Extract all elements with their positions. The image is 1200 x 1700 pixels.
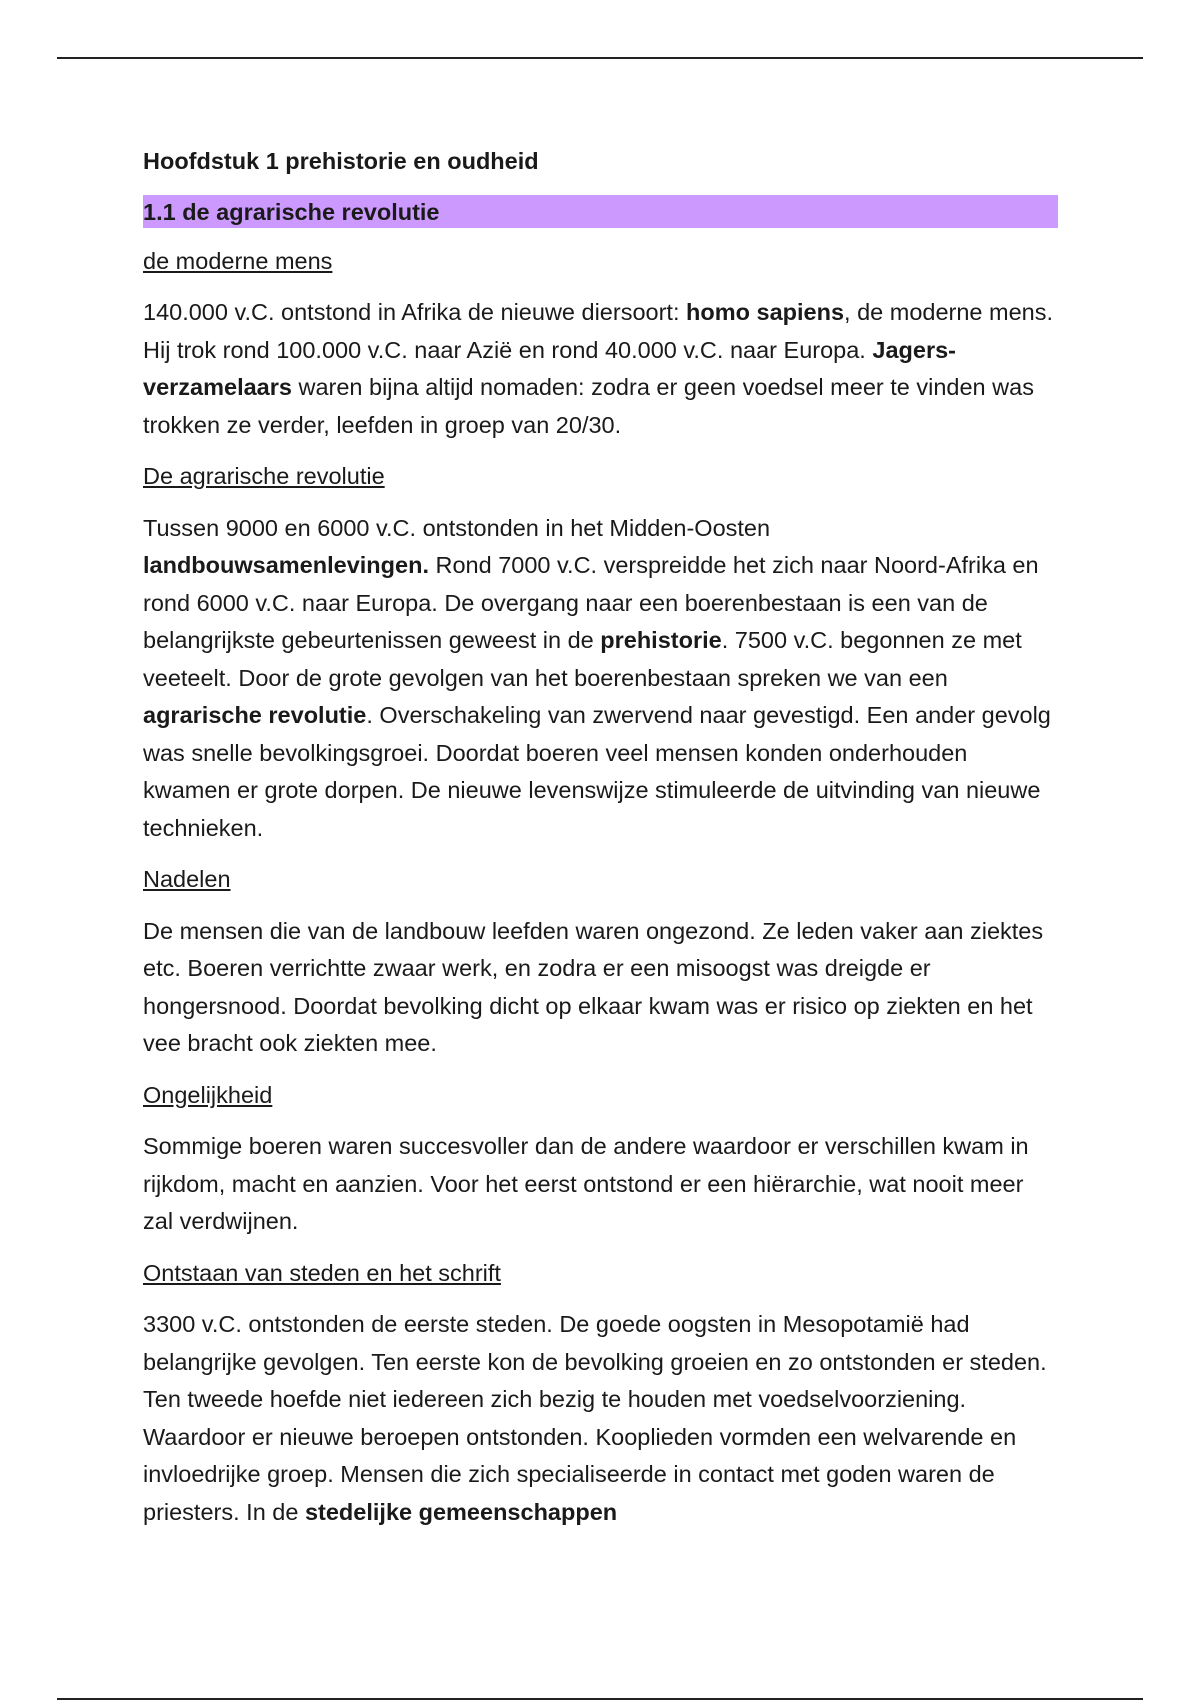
paragraph: 140.000 v.C. ontstond in Afrika de nieuwe diersoort: homo sapiens, de moderne mens. Hij trok rond 100.000 v.C. naar Azië en rond 40.000 v.C. naar Europa. Jagers-verzamelaars waren bijna altijd nomaden: zodra er geen voedsel meer te vinden was trokken ze verder, leefden in groep van 20/30. <box>143 299 1054 438</box>
bold-term: agrarische revolutie <box>143 702 367 728</box>
section-heading: 1.1 de agrarische revolutie <box>143 195 1058 228</box>
paragraph: 3300 v.C. ontstonden de eerste steden. De goede oogsten in Mesopotamië had belangrijke gevolgen. Ten eerste kon de bevolking groeien en zo ontstonden er steden. Ten tweede hoefde niet iedereen zich bezig te houden met voedselvoorziening. Waardoor er nieuwe beroepen ontstonden. Kooplieden vormden een welvarende en invloedrijke groep. Mensen die zich specialiseerde in contact met goden waren de priesters. In de stedelijke gemeenschappen <box>143 1311 1047 1525</box>
bold-term: Jagers-verzamelaars <box>143 336 956 400</box>
paragraph: De mensen die van de landbouw leefden waren ongezond. Ze leden vaker aan ziektes etc. Boeren verrichtte zwaar werk, en zodra er een misoogst was dreigde er hongersnood. Doordat bevolking dicht op elkaar kwam was er risico op ziekten en het vee bracht ook ziekten mee. <box>143 917 1044 1056</box>
subheading: Nadelen <box>143 866 231 892</box>
document-body <box>143 143 1058 1545</box>
paragraph: Sommige boeren waren succesvoller dan de andere waardoor er verschillen kwam in rijkdom, macht en aanzien. Voor het eerst ontstond er een hiërarchie, wat nooit meer zal verdwijnen. <box>143 1133 1029 1234</box>
bold-term: prehistorie <box>600 627 722 653</box>
bold-term: landbouwsamenlevingen. <box>143 552 429 578</box>
subheading: Ongelijkheid <box>143 1081 273 1108</box>
bold-term: homo sapiens <box>686 299 845 325</box>
page-top-rule <box>57 57 1143 59</box>
subheading: Ontstaan van steden en het schrift <box>143 1259 501 1286</box>
chapter-title: Hoofdstuk 1 prehistorie en oudheid <box>143 148 539 174</box>
bold-term: stedelijke gemeenschappen <box>304 1498 618 1525</box>
block-agrarische-revolutie <box>143 458 1058 847</box>
block-nadelen <box>143 861 1058 1063</box>
subheading: De agrarische revolutie <box>143 463 385 489</box>
block-ongelijkheid <box>143 1077 1058 1241</box>
block-steden-schrift <box>143 1255 1058 1532</box>
subheading: de moderne mens <box>143 247 333 274</box>
block-moderne-mens <box>143 243 1058 445</box>
paragraph: Tussen 9000 en 6000 v.C. ontstonden in het Midden-Oosten landbouwsamenlevingen. Rond 7000 v.C. verspreidde het zich naar Noord-Afrika en rond 6000 v.C. naar Europa. De overgang naar een boerenbestaan is een van de belangrijkste gebeurtenissen geweest in de prehistorie. 7500 v.C. begonnen ze met veeteelt. Door de grote gevolgen van het boerenbestaan spreken we van een agrarische revolutie. Overschakeling van zwervend naar gevestigd. Een ander gevolg was snelle bevolkingsgroei. Doordat boeren veel mensen konden onderhouden kwamen er grote dorpen. De nieuwe levenswijze stimuleerde de uitvinding van nieuwe technieken. <box>143 514 1051 841</box>
